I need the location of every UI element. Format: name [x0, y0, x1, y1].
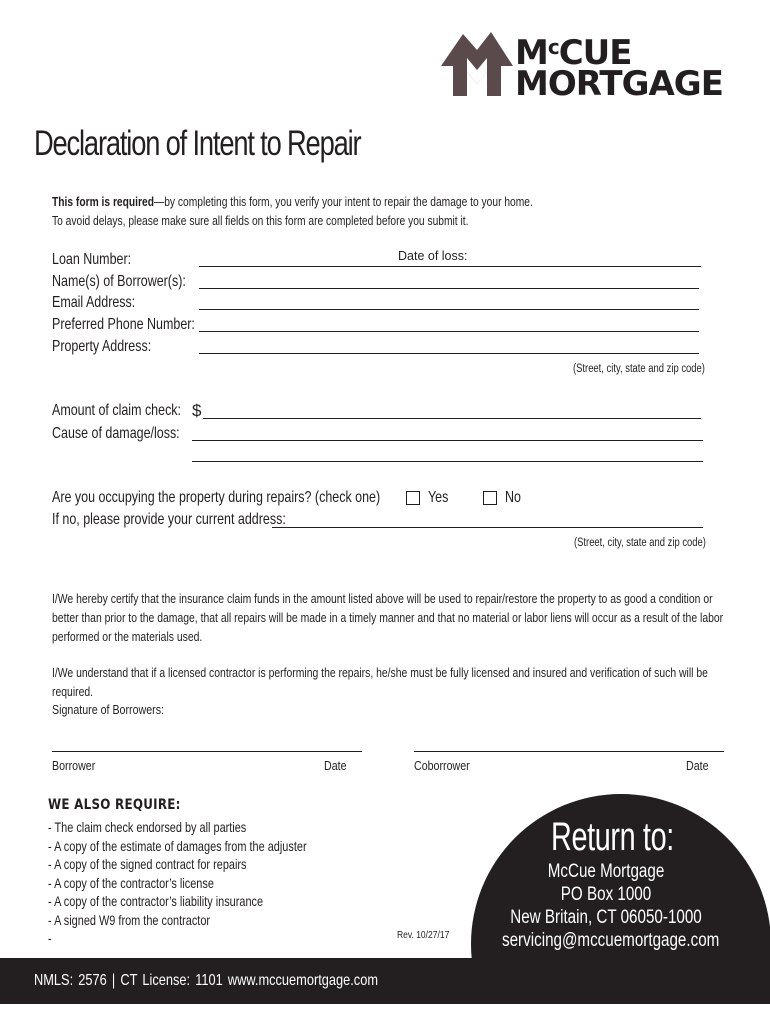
property-address-hint: (Street, city, state and zip code)	[573, 363, 705, 375]
coborrower-signature-field[interactable]	[414, 751, 724, 752]
list-item: - A copy of the contractor’s liability insurance	[48, 893, 264, 909]
cause-field[interactable]	[192, 440, 703, 441]
phone-label: Preferred Phone Number:	[52, 316, 195, 333]
requirements-title: WE ALSO REQUIRE:	[48, 797, 181, 813]
current-address-field[interactable]	[272, 527, 703, 528]
borrowers-label: Name(s) of Borrower(s):	[52, 273, 186, 290]
bottom-margin	[0, 1004, 770, 1024]
claim-amount-field[interactable]	[203, 418, 701, 419]
house-logo-icon	[441, 28, 513, 100]
loan-number-field[interactable]	[199, 266, 701, 267]
logo-wordmark: $M^cCUE$ MORTGAGE	[515, 33, 723, 104]
loan-number-label: Loan Number:	[52, 251, 132, 268]
date-of-loss-label: Date of loss:	[398, 249, 468, 263]
dollar-sign: $	[192, 401, 202, 420]
intro-required-label: This form is required	[52, 195, 154, 209]
borrowers-field[interactable]	[199, 288, 699, 289]
signature-heading: Signature of Borrowers:	[52, 702, 164, 717]
no-label: No	[505, 489, 521, 506]
email-field[interactable]	[199, 309, 699, 310]
return-company: McCue Mortgage	[547, 861, 665, 882]
no-checkbox[interactable]	[483, 491, 497, 505]
list-item: - A copy of the contractor’s license	[48, 874, 214, 891]
return-city: New Britain, CT 06050-1000	[510, 907, 702, 928]
borrower-signature-field[interactable]	[52, 751, 362, 752]
occupying-question: Are you occupying the property during repairs? (check one)	[52, 489, 381, 506]
certification-paragraph: I/We hereby certify that the insurance claim funds in the amount listed above will be used to repair/restore the property to as good a condition or better than prior to the damage, that all repairs will be made in a timely manner and that no material or labor liens will occur as a result of the labor performed or the materials used.	[52, 591, 724, 644]
list-item: - A copy of the signed contract for repairs	[48, 856, 247, 872]
company-logo	[441, 28, 741, 103]
property-address-field[interactable]	[199, 353, 699, 354]
list-item: -	[48, 930, 52, 946]
return-email[interactable]: servicing@mccuemortgage.com	[502, 930, 720, 951]
yes-label: Yes	[428, 489, 449, 506]
list-item: - The claim check endorsed by all parties	[48, 819, 247, 835]
footer-text: NMLS: 2576 | CT License: 1101 www.mccuemortgage.com	[34, 972, 378, 989]
coborrower-label: Coborrower	[414, 758, 470, 773]
list-item: - A signed W9 from the contractor	[48, 911, 211, 928]
borrower-date-label: Date	[324, 758, 347, 773]
phone-field[interactable]	[199, 331, 699, 332]
coborrower-date-label: Date	[686, 758, 709, 773]
borrower-label: Borrower	[52, 758, 96, 773]
return-po-box: PO Box 1000	[560, 884, 652, 905]
contractor-paragraph: I/We understand that if a licensed contractor is performing the repairs, he/she must be fully licensed and insured and verification of such will be required.	[52, 665, 708, 699]
revision-date: Rev. 10/27/17	[397, 930, 450, 941]
yes-checkbox[interactable]	[406, 491, 420, 505]
return-to-title: Return to:	[551, 815, 674, 859]
cause-field-line2[interactable]	[192, 461, 703, 462]
page-title: Declaration of Intent to Repair	[34, 124, 361, 163]
claim-amount-label: Amount of claim check:	[52, 402, 182, 419]
email-label: Email Address:	[52, 294, 136, 311]
requirements-list	[48, 818, 380, 948]
current-address-label: If no, please provide your current address:	[52, 511, 286, 528]
list-item: - A copy of the estimate of damages from the adjuster	[48, 837, 307, 854]
property-address-label: Property Address:	[52, 338, 152, 355]
cause-label: Cause of damage/loss:	[52, 425, 180, 442]
intro-text: This form is required—by completing this form, you verify your intent to repair the damage to your home. To avoid delays, please make sure all fields on this form are completed before you submit it.	[52, 195, 533, 228]
current-address-hint: (Street, city, state and zip code)	[574, 537, 706, 549]
